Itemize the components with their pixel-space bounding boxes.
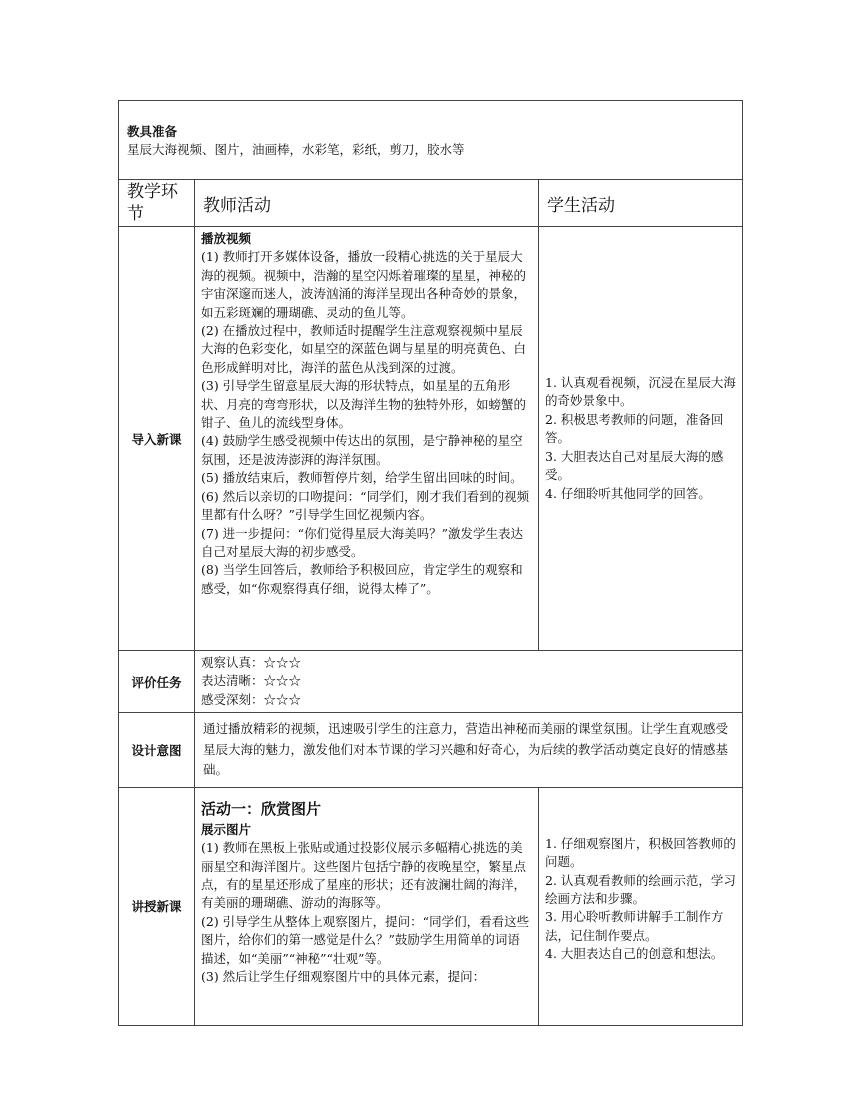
intro-paragraph: (6) 然后以亲切的口吻提问：“同学们，刚才我们看到的视频里都有什么呀？”引导学生回忆视频内容。: [201, 488, 530, 523]
evaluation-item: 观察认真：☆☆☆: [201, 655, 302, 670]
lecture-paragraph: (2) 引导学生从整体上观察图片，提问：“同学们，看看这些图片，给你们的第一感觉是什么？”鼓励学生用简单的词语描述，如“美丽”“神秘”“壮观”等。: [201, 913, 530, 966]
lecture-paragraph: (1) 教师在黑板上张贴或通过投影仪展示多幅精心挑选的美丽星空和海洋图片。这些图片包括宁静的夜晚星空，繁星点点，有的星星还形成了星座的形状；还有波澜壮阔的海洋，有美丽的珊瑚礁、游动的海豚等。: [201, 840, 527, 911]
intro-student-cell: [539, 227, 743, 651]
intro-paragraph: (5) 播放结束后，教师暂停片刻，给学生留出回味的时间。: [201, 470, 523, 486]
intro-paragraph: (1) 教师打开多媒体设备，播放一段精心挑选的关于星辰大海的视频。视频中，浩瀚的星空闪烁着璀璨的星星，神秘的宇宙深邃而迷人，波涛汹涌的海洋呈现出各种奇妙的景象，如五彩斑斓的珊瑚礁、灵动的鱼儿等。: [201, 249, 527, 320]
design-row: [119, 713, 743, 788]
prep-title: 教具准备: [127, 124, 178, 139]
lecture-student-item: 3. 用心聆听教师讲解手工制作方法，记住制作要点。: [545, 909, 724, 943]
header-stage: 教学环节: [119, 180, 195, 227]
evaluation-item: 表达清晰：☆☆☆: [201, 673, 302, 689]
intro-teacher-cell: [195, 227, 539, 651]
lecture-teacher-cell: [195, 787, 539, 1025]
header-row: [119, 180, 743, 227]
header-teacher: 教师活动: [195, 180, 539, 227]
lecture-student-list: [545, 835, 736, 964]
intro-student-item: 3. 大胆表达自己对星辰大海的感受。: [545, 448, 724, 483]
intro-paragraph: (2) 在播放过程中，教师适时提醒学生注意观察视频中星辰大海的色彩变化，如星空的深蓝色调与星星的明亮黄色、白色形成鲜明对比，海洋的蓝色从浅到深的过渡。: [201, 323, 527, 375]
evaluation-row: [119, 651, 743, 713]
lesson-plan-table: [118, 100, 743, 1026]
lecture-row: [119, 787, 743, 1025]
evaluation-item: 感受深刻：☆☆☆: [201, 691, 302, 707]
intro-student-item: 1. 认真观看视频，沉浸在星辰大海的奇妙景象中。: [545, 375, 736, 409]
lecture-label: 讲授新课: [119, 787, 195, 1025]
lecture-paragraph: (3) 然后让学生仔细观察图片中的具体元素，提问：: [201, 968, 486, 984]
intro-label: 导入新课: [119, 227, 195, 651]
lecture-activity-title: 活动一：欣赏图片: [201, 799, 322, 818]
header-student: 学生活动: [539, 180, 743, 227]
prep-cell: [119, 101, 743, 180]
prep-content: 星辰大海视频、图片，油画棒，水彩笔，彩纸，剪刀，胶水等: [127, 142, 465, 157]
evaluation-cell: [195, 651, 743, 713]
lesson-plan-page: [118, 100, 742, 1026]
intro-paragraph: (3) 引导学生留意星辰大海的形状特点，如星星的五角形状、月亮的弯弯形状，以及海洋生物的独特外形，如螃蟹的钳子、鱼儿的流线型身体。: [201, 378, 527, 431]
intro-row: [119, 227, 743, 651]
lecture-student-item: 4. 大胆表达自己的创意和想法。: [545, 946, 724, 962]
intro-paragraph: (4) 鼓励学生感受视频中传达出的氛围，是宁静神秘的星空氛围，还是波涛澎湃的海洋氛围。: [201, 433, 523, 467]
prep-row: [119, 101, 743, 180]
evaluation-label: 评价任务: [119, 651, 195, 713]
design-label: 设计意图: [119, 713, 195, 788]
design-content: 通过播放精彩的视频，迅速吸引学生的注意力，营造出神秘而美丽的课堂氛围。让学生直观感受星辰大海的魅力，激发他们对本节课的学习兴趣和好奇心，为后续的教学活动奠定良好的情感基础。: [195, 713, 743, 788]
lecture-subtitle: 展示图片: [201, 821, 252, 837]
lecture-student-item: 1. 仔细观察图片，积极回答教师的问题。: [545, 835, 736, 870]
lecture-student-item: 2. 认真观看教师的绘画示范，学习绘画方法和步骤。: [545, 872, 736, 906]
intro-student-item: 4. 仔细聆听其他同学的回答。: [545, 485, 711, 501]
intro-paragraph: (7) 进一步提问：“你们觉得星辰大海美吗？”激发学生表达自己对星辰大海的初步感受。: [201, 525, 523, 559]
intro-paragraph: (8) 当学生回答后，教师给予积极回应，肯定学生的观察和感受，如“你观察得真仔细，说得太棒了”。: [201, 562, 523, 596]
intro-subtitle: 播放视频: [201, 231, 252, 246]
lecture-student-cell: [539, 787, 743, 1025]
intro-student-item: 2. 积极思考教师的问题，准备回答。: [545, 411, 724, 446]
